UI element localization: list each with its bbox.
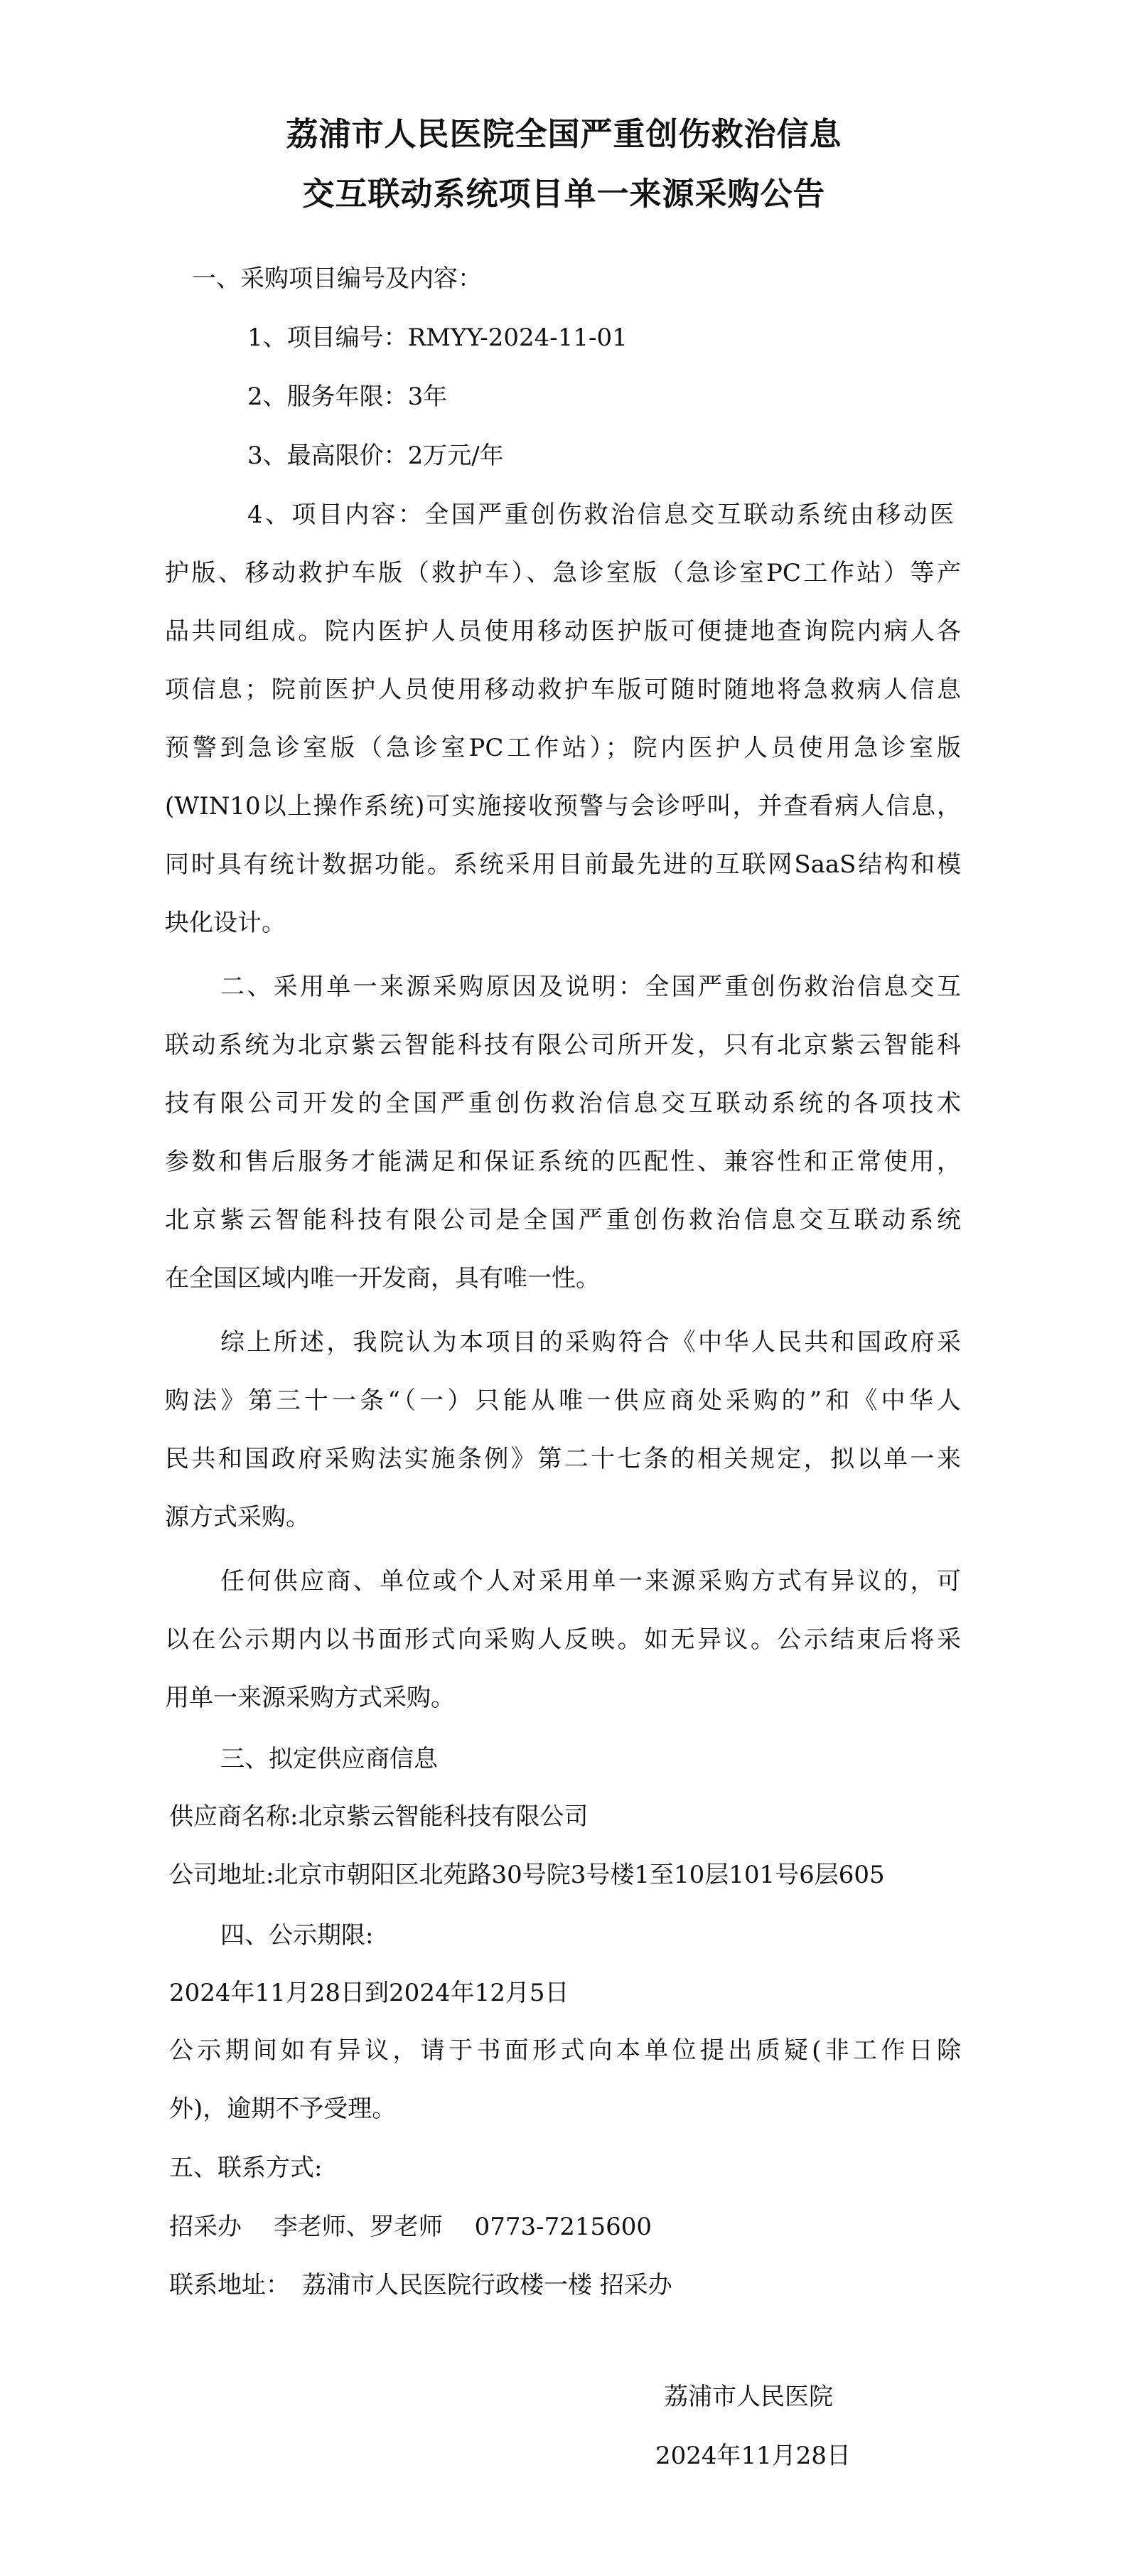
contact-office: 招采办 李老师、罗老师 0773-7215600 (169, 2213, 652, 2241)
objection-line: 用单一来源采购方式采购。 (165, 1684, 455, 1712)
notice-note-line: 外)，逾期不予受理。 (169, 2095, 397, 2123)
objection-line: 任何供应商、单位或个人对采用单一来源采购方式有异议的，可 (220, 1567, 961, 1596)
summary-line: 民共和国政府采购法实施条例》第二十七条的相关规定，拟以单一来 (165, 1445, 961, 1473)
service-years: 2、服务年限：3年 (247, 383, 448, 411)
project-number: 1、项目编号：RMYY-2024-11-01 (247, 324, 628, 352)
section2-line: 参数和售后服务才能满足和保证系统的匹配性、兼容性和正常使用， (165, 1148, 961, 1176)
project-content-line: (WIN10以上操作系统)可实施接收预警与会诊呼叫，并查看病人信息， (165, 792, 961, 821)
project-content-line: 预警到急诊室版（急诊室PC工作站）；院内医护人员使用急诊室版 (165, 734, 961, 762)
summary-line: 综上所述，我院认为本项目的采购符合《中华人民共和国政府采 (220, 1328, 961, 1357)
objection-line: 以在公示期内以书面形式向采购人反映。如无异议。公示结束后将采 (165, 1625, 961, 1654)
project-content-line: 块化设计。 (165, 909, 286, 937)
signature-date: 2024年11月28日 (655, 2442, 852, 2470)
signature-organization: 荔浦市人民医院 (664, 2383, 833, 2411)
section2-line: 技有限公司开发的全国严重创伤救治信息交互联动系统的各项技术 (165, 1089, 961, 1118)
summary-line: 购法》第三十一条“（一）只能从唯一供应商处采购的”和《中华人 (165, 1386, 961, 1415)
contact-address: 联系地址： 荔浦市人民医院行政楼一楼 招采办 (169, 2271, 672, 2299)
supplier-address: 公司地址:北京市朝阳区北苑路30号院3号楼1至10层101号6层605 (169, 1861, 885, 1889)
document-title-line-1: 荔浦市人民医院全国严重创伤救治信息 (286, 115, 842, 153)
project-content-line: 同时具有统计数据功能。系统采用目前最先进的互联网SaaS结构和模 (165, 850, 961, 879)
section5-heading: 五、联系方式: (169, 2154, 323, 2182)
section1-heading: 一、采购项目编号及内容： (192, 264, 482, 293)
project-content-line: 品共同组成。院内医护人员使用移动医护版可便捷地查询院内病人各 (165, 617, 961, 646)
supplier-name: 供应商名称:北京紫云智能科技有限公司 (169, 1802, 589, 1831)
section2-line: 北京紫云智能科技有限公司是全国严重创伤救治信息交互联动系统 (165, 1206, 961, 1234)
document-title-line-2: 交互联动系统项目单一来源采购公告 (302, 175, 826, 213)
section2-line: 二、采用单一来源采购原因及说明：全国严重创伤救治信息交互 (220, 973, 961, 1001)
summary-line: 源方式采购。 (165, 1503, 310, 1532)
notice-note-line: 公示期间如有异议，请于书面形式向本单位提出质疑(非工作日除 (169, 2036, 961, 2065)
section2-line: 联动系统为北京紫云智能科技有限公司所开发，只有北京紫云智能科 (165, 1031, 961, 1059)
project-content-line: 护版、移动救护车版（救护车）、急诊室版（急诊室PC工作站）等产 (165, 559, 961, 587)
max-price: 3、最高限价：2万元/年 (247, 442, 504, 470)
notice-period: 2024年11月28日到2024年12月5日 (169, 1979, 569, 2007)
section3-heading: 三、拟定供应商信息 (220, 1745, 438, 1773)
project-content-line: 项信息；院前医护人员使用移动救护车版可随时随地将急救病人信息 (165, 675, 961, 704)
section4-heading: 四、公示期限: (220, 1921, 374, 1950)
section2-line: 在全国区域内唯一开发商，具有唯一性。 (165, 1264, 600, 1293)
project-content-line: 4、项目内容：全国严重创伤救治信息交互联动系统由移动医 (247, 501, 954, 529)
